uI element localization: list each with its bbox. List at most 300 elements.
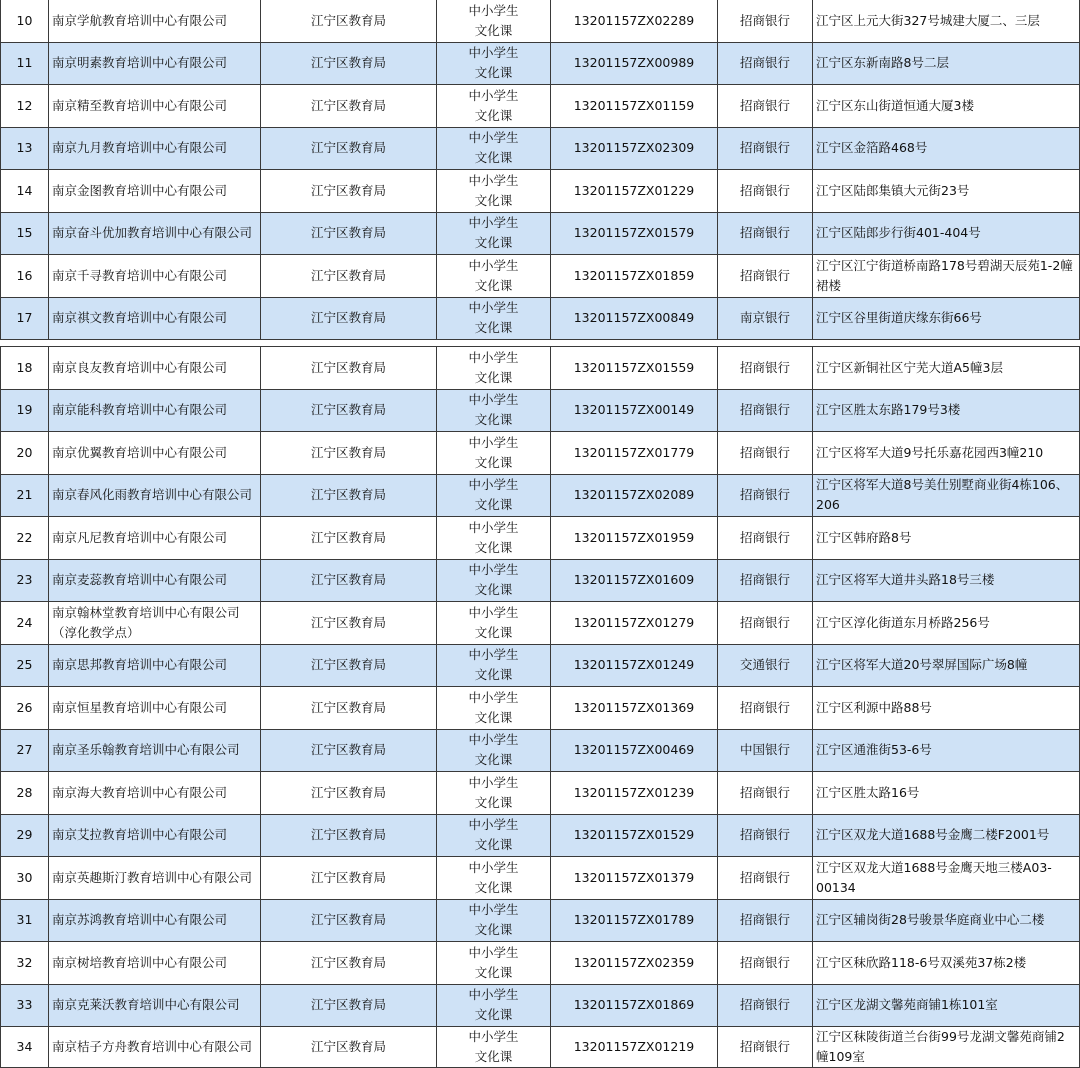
course-type-lines bbox=[468, 603, 518, 643]
row-number bbox=[0, 85, 49, 128]
deposit-bank bbox=[718, 43, 813, 86]
course-type-lines bbox=[468, 645, 518, 685]
table-row bbox=[0, 1027, 1080, 1068]
address-text: 江宁区将军大道井头路18号三楼 bbox=[816, 572, 995, 588]
course-type-lines bbox=[468, 213, 518, 253]
deposit-bank-text: 招商银行 bbox=[739, 912, 790, 928]
address bbox=[813, 128, 1080, 171]
address bbox=[813, 602, 1080, 645]
deposit-bank-text: 招商银行 bbox=[739, 954, 790, 970]
table-row bbox=[0, 390, 1080, 433]
address-text: 江宁区秣陵街道兰台街99号龙湖文馨苑商铺2幢109室 bbox=[816, 1029, 1065, 1064]
row-number-text: 11 bbox=[16, 55, 33, 71]
course-type bbox=[437, 942, 551, 985]
approval-authority bbox=[261, 255, 437, 298]
course-type-line: 中小学生 bbox=[468, 774, 519, 790]
license-code bbox=[551, 475, 718, 518]
institution-name bbox=[49, 255, 261, 298]
row-number-text: 18 bbox=[16, 359, 33, 375]
institution-name bbox=[49, 475, 261, 518]
address bbox=[813, 213, 1080, 256]
approval-authority-text: 江宁区教育局 bbox=[310, 402, 386, 418]
license-code bbox=[551, 85, 718, 128]
table-row bbox=[0, 815, 1080, 858]
approval-authority bbox=[261, 560, 437, 603]
deposit-bank-text: 招商银行 bbox=[739, 267, 790, 283]
course-type-line: 文化课 bbox=[474, 107, 513, 123]
course-type-line: 中小学生 bbox=[468, 689, 519, 705]
deposit-bank-text: 交通银行 bbox=[739, 657, 790, 673]
institution-name bbox=[49, 942, 261, 985]
institution-name bbox=[49, 347, 261, 390]
row-number bbox=[0, 298, 49, 341]
deposit-bank-text: 招商银行 bbox=[739, 97, 790, 113]
row-number bbox=[0, 985, 49, 1028]
institution-name bbox=[49, 0, 261, 43]
deposit-bank bbox=[718, 170, 813, 213]
institution-name bbox=[49, 432, 261, 475]
deposit-bank-text: 招商银行 bbox=[739, 402, 790, 418]
course-type-line: 文化课 bbox=[474, 22, 513, 38]
approval-authority bbox=[261, 815, 437, 858]
license-code-text: 13201157ZX00469 bbox=[573, 742, 695, 758]
license-code-text: 13201157ZX02289 bbox=[573, 12, 695, 28]
approval-authority bbox=[261, 213, 437, 256]
row-number bbox=[0, 347, 49, 390]
course-type-line: 中小学生 bbox=[468, 604, 519, 620]
row-number-text: 19 bbox=[16, 402, 33, 418]
address bbox=[813, 43, 1080, 86]
row-number-text: 15 bbox=[16, 225, 33, 241]
row-number-text: 14 bbox=[16, 182, 33, 198]
course-type bbox=[437, 900, 551, 943]
deposit-bank-text: 招商银行 bbox=[739, 1039, 790, 1054]
approval-authority-text: 江宁区教育局 bbox=[310, 827, 386, 843]
license-code-text: 13201157ZX01789 bbox=[573, 912, 695, 928]
course-type-lines bbox=[468, 1027, 518, 1067]
approval-authority-text: 江宁区教育局 bbox=[310, 140, 386, 156]
address bbox=[813, 560, 1080, 603]
institution-name bbox=[49, 815, 261, 858]
deposit-bank-text: 招商银行 bbox=[739, 572, 790, 588]
address-text: 江宁区通淮街53-6号 bbox=[816, 742, 932, 758]
license-code-text: 13201157ZX01859 bbox=[573, 267, 695, 283]
course-type-lines bbox=[468, 688, 518, 728]
approval-authority-text: 江宁区教育局 bbox=[310, 912, 386, 928]
course-type-line: 中小学生 bbox=[468, 257, 519, 273]
license-code bbox=[551, 298, 718, 341]
course-type bbox=[437, 0, 551, 43]
row-number-text: 31 bbox=[16, 912, 33, 928]
deposit-bank-text: 招商银行 bbox=[739, 869, 790, 885]
table-row bbox=[0, 347, 1080, 390]
course-type-line: 中小学生 bbox=[468, 944, 519, 960]
table-row bbox=[0, 85, 1080, 128]
approval-authority-text: 江宁区教育局 bbox=[310, 55, 386, 71]
row-number bbox=[0, 170, 49, 213]
address bbox=[813, 298, 1080, 341]
address-text: 江宁区江宁街道桥南路178号碧湖天辰苑1-2幢裙楼 bbox=[816, 257, 1073, 293]
address bbox=[813, 772, 1080, 815]
approval-authority-text: 江宁区教育局 bbox=[310, 97, 386, 113]
license-code bbox=[551, 645, 718, 688]
course-type bbox=[437, 128, 551, 171]
course-type-line: 文化课 bbox=[474, 277, 513, 293]
approval-authority-text: 江宁区教育局 bbox=[310, 572, 386, 588]
approval-authority bbox=[261, 128, 437, 171]
institution-name-text: 南京奋斗优加教育培训中心有限公司 bbox=[52, 225, 253, 241]
course-type-lines bbox=[468, 128, 518, 168]
course-type-lines bbox=[468, 858, 518, 898]
row-number-text: 20 bbox=[16, 444, 33, 460]
address-text: 江宁区陆郎步行街401-404号 bbox=[816, 225, 981, 241]
approval-authority bbox=[261, 85, 437, 128]
table-row bbox=[0, 0, 1080, 43]
license-code-text: 13201157ZX01869 bbox=[573, 997, 695, 1013]
approval-authority bbox=[261, 942, 437, 985]
course-type-lines bbox=[468, 348, 518, 388]
row-number-text: 16 bbox=[16, 267, 33, 283]
approval-authority-text: 江宁区教育局 bbox=[310, 182, 386, 198]
address bbox=[813, 432, 1080, 475]
address bbox=[813, 1027, 1080, 1068]
deposit-bank-text: 招商银行 bbox=[739, 784, 790, 800]
course-type-line: 中小学生 bbox=[468, 87, 519, 103]
license-code-text: 13201157ZX01219 bbox=[573, 1039, 695, 1054]
license-code-text: 13201157ZX02089 bbox=[573, 487, 695, 503]
row-number bbox=[0, 475, 49, 518]
course-type-lines bbox=[468, 560, 518, 600]
license-code-text: 13201157ZX01159 bbox=[573, 97, 695, 113]
deposit-bank bbox=[718, 602, 813, 645]
approval-authority bbox=[261, 645, 437, 688]
address-text: 江宁区淳化街道东月桥路256号 bbox=[816, 614, 990, 630]
approval-authority-text: 江宁区教育局 bbox=[310, 784, 386, 800]
address bbox=[813, 170, 1080, 213]
course-type-line: 中小学生 bbox=[468, 2, 519, 18]
license-code-text: 13201157ZX01379 bbox=[573, 869, 695, 885]
row-number-text: 12 bbox=[16, 97, 33, 113]
address-text: 江宁区双龙大道1688号金鹰二楼F2001号 bbox=[816, 827, 1050, 843]
row-number bbox=[0, 517, 49, 560]
table-row bbox=[0, 298, 1080, 341]
row-number-text: 22 bbox=[16, 529, 33, 545]
address-text: 江宁区双龙大道1688号金鹰天地三楼A03-00134 bbox=[816, 859, 1052, 895]
approval-authority bbox=[261, 900, 437, 943]
course-type-line: 文化课 bbox=[474, 192, 513, 208]
institution-name bbox=[49, 1027, 261, 1068]
address bbox=[813, 645, 1080, 688]
approval-authority-text: 江宁区教育局 bbox=[310, 1039, 386, 1054]
course-type-line: 中小学生 bbox=[468, 45, 519, 61]
deposit-bank bbox=[718, 942, 813, 985]
institution-name-text: 南京翰林堂教育培训中心有限公司（淳化教学点） bbox=[52, 604, 240, 640]
address-text: 江宁区辅岗街28号骏景华庭商业中心二楼 bbox=[816, 912, 1045, 928]
deposit-bank bbox=[718, 857, 813, 900]
row-number-text: 26 bbox=[16, 699, 33, 715]
course-type-lines bbox=[468, 433, 518, 473]
address bbox=[813, 347, 1080, 390]
course-type-line: 中小学生 bbox=[468, 434, 519, 450]
row-number bbox=[0, 602, 49, 645]
license-code-text: 13201157ZX01249 bbox=[573, 657, 695, 673]
course-type bbox=[437, 432, 551, 475]
course-type-line: 中小学生 bbox=[468, 215, 519, 231]
course-type-line: 文化课 bbox=[474, 412, 513, 428]
table-row bbox=[0, 517, 1080, 560]
deposit-bank-text: 招商银行 bbox=[739, 529, 790, 545]
address-text: 江宁区秣欣路118-6号双溪苑37栋2楼 bbox=[816, 954, 1027, 970]
course-type-line: 文化课 bbox=[474, 1049, 513, 1064]
deposit-bank bbox=[718, 517, 813, 560]
course-type-line: 中小学生 bbox=[468, 519, 519, 535]
table-row bbox=[0, 857, 1080, 900]
course-type-line: 中小学生 bbox=[468, 172, 519, 188]
deposit-bank bbox=[718, 390, 813, 433]
course-type-line: 中小学生 bbox=[468, 349, 519, 365]
course-type-lines bbox=[468, 43, 518, 83]
institution-name bbox=[49, 128, 261, 171]
row-number bbox=[0, 942, 49, 985]
license-code-text: 13201157ZX01559 bbox=[573, 359, 695, 375]
course-type bbox=[437, 475, 551, 518]
row-number-text: 24 bbox=[16, 614, 33, 630]
address bbox=[813, 687, 1080, 730]
row-number-text: 34 bbox=[16, 1039, 33, 1054]
address bbox=[813, 985, 1080, 1028]
course-type-lines bbox=[468, 943, 518, 983]
address bbox=[813, 85, 1080, 128]
address-text: 江宁区胜太东路179号3楼 bbox=[816, 402, 961, 418]
institution-name bbox=[49, 730, 261, 773]
institution-name bbox=[49, 170, 261, 213]
institution-name bbox=[49, 390, 261, 433]
row-number-text: 28 bbox=[16, 784, 33, 800]
institution-name-text: 南京祺文教育培训中心有限公司 bbox=[52, 310, 228, 326]
row-number-text: 23 bbox=[16, 572, 33, 588]
deposit-bank-text: 招商银行 bbox=[739, 827, 790, 843]
table-row bbox=[0, 900, 1080, 943]
license-code bbox=[551, 1027, 718, 1068]
course-type-lines bbox=[468, 900, 518, 940]
course-type-line: 文化课 bbox=[474, 65, 513, 81]
license-code-text: 13201157ZX01609 bbox=[573, 572, 695, 588]
institution-name-text: 南京桔子方舟教育培训中心有限公司 bbox=[52, 1039, 253, 1054]
institution-name bbox=[49, 517, 261, 560]
deposit-bank bbox=[718, 255, 813, 298]
course-type-line: 中小学生 bbox=[468, 647, 519, 663]
approval-authority bbox=[261, 347, 437, 390]
institution-name bbox=[49, 85, 261, 128]
approval-authority-text: 江宁区教育局 bbox=[310, 529, 386, 545]
deposit-bank bbox=[718, 815, 813, 858]
institution-name-text: 南京英趣斯汀教育培训中心有限公司 bbox=[52, 869, 253, 885]
row-number bbox=[0, 0, 49, 43]
approval-authority-text: 江宁区教育局 bbox=[310, 310, 386, 326]
deposit-bank-text: 招商银行 bbox=[739, 359, 790, 375]
license-code bbox=[551, 942, 718, 985]
deposit-bank-text: 招商银行 bbox=[739, 487, 790, 503]
approval-authority-text: 江宁区教育局 bbox=[310, 869, 386, 885]
address-text: 江宁区陆郎集镇大元街23号 bbox=[816, 182, 970, 198]
license-code bbox=[551, 213, 718, 256]
course-type-line: 文化课 bbox=[474, 454, 513, 470]
license-code bbox=[551, 43, 718, 86]
address-text: 江宁区上元大街327号城建大厦二、三层 bbox=[816, 12, 1040, 28]
approval-authority-text: 江宁区教育局 bbox=[310, 742, 386, 758]
table-row bbox=[0, 213, 1080, 256]
address bbox=[813, 730, 1080, 773]
license-code bbox=[551, 517, 718, 560]
table-row bbox=[0, 772, 1080, 815]
institution-name-text: 南京精至教育培训中心有限公司 bbox=[52, 97, 228, 113]
address-text: 江宁区将军大道9号托乐嘉花园西3幢210 bbox=[816, 444, 1044, 460]
address-text: 江宁区利源中路88号 bbox=[816, 699, 932, 715]
deposit-bank bbox=[718, 900, 813, 943]
table-row bbox=[0, 128, 1080, 171]
license-code bbox=[551, 347, 718, 390]
license-code-text: 13201157ZX02359 bbox=[573, 954, 695, 970]
deposit-bank bbox=[718, 85, 813, 128]
row-number bbox=[0, 128, 49, 171]
deposit-bank-text: 招商银行 bbox=[739, 182, 790, 198]
license-code-text: 13201157ZX01779 bbox=[573, 444, 695, 460]
course-type-lines bbox=[468, 171, 518, 211]
address bbox=[813, 942, 1080, 985]
license-code bbox=[551, 687, 718, 730]
course-type-line: 文化课 bbox=[474, 879, 513, 895]
address-text: 江宁区谷里街道庆缘东街66号 bbox=[816, 310, 982, 326]
course-type-lines bbox=[468, 1, 518, 41]
deposit-bank-text: 招商银行 bbox=[739, 699, 790, 715]
license-code bbox=[551, 900, 718, 943]
institution-name bbox=[49, 900, 261, 943]
course-type-line: 中小学生 bbox=[468, 859, 519, 875]
course-type-line: 文化课 bbox=[474, 709, 513, 725]
institution-name-text: 南京明素教育培训中心有限公司 bbox=[52, 55, 228, 71]
row-number-text: 13 bbox=[16, 140, 33, 156]
address-text: 江宁区东新南路8号二层 bbox=[816, 55, 949, 71]
course-type-line: 文化课 bbox=[474, 539, 513, 555]
deposit-bank bbox=[718, 128, 813, 171]
course-type bbox=[437, 985, 551, 1028]
address bbox=[813, 390, 1080, 433]
deposit-bank bbox=[718, 985, 813, 1028]
license-code-text: 13201157ZX01529 bbox=[573, 827, 695, 843]
row-number-text: 17 bbox=[16, 310, 33, 326]
institution-name-text: 南京良友教育培训中心有限公司 bbox=[52, 359, 228, 375]
deposit-bank-text: 招商银行 bbox=[739, 12, 790, 28]
approval-authority bbox=[261, 602, 437, 645]
course-type-lines bbox=[468, 815, 518, 855]
approval-authority bbox=[261, 475, 437, 518]
license-code bbox=[551, 128, 718, 171]
institution-name-text: 南京麦蕊教育培训中心有限公司 bbox=[52, 572, 228, 588]
course-type-line: 中小学生 bbox=[468, 902, 519, 918]
course-type-line: 中小学生 bbox=[468, 987, 519, 1003]
row-number-text: 33 bbox=[16, 997, 33, 1013]
course-type-line: 文化课 bbox=[474, 497, 513, 513]
row-number-text: 32 bbox=[16, 954, 33, 970]
approval-authority-text: 江宁区教育局 bbox=[310, 267, 386, 283]
approval-authority-text: 江宁区教育局 bbox=[310, 954, 386, 970]
table-row bbox=[0, 985, 1080, 1028]
row-number bbox=[0, 730, 49, 773]
deposit-bank-text: 招商银行 bbox=[739, 444, 790, 460]
deposit-bank-text: 招商银行 bbox=[739, 997, 790, 1013]
license-code-text: 13201157ZX01229 bbox=[573, 182, 695, 198]
deposit-bank bbox=[718, 730, 813, 773]
approval-authority-text: 江宁区教育局 bbox=[310, 997, 386, 1013]
table-row bbox=[0, 687, 1080, 730]
address-text: 江宁区东山街道恒通大厦3楼 bbox=[816, 97, 974, 113]
institution-name bbox=[49, 560, 261, 603]
table-row bbox=[0, 432, 1080, 475]
row-number bbox=[0, 255, 49, 298]
course-type-lines bbox=[468, 730, 518, 770]
course-type-lines bbox=[468, 390, 518, 430]
approval-authority bbox=[261, 772, 437, 815]
deposit-bank-text: 中国银行 bbox=[739, 742, 790, 758]
institution-name-text: 南京能科教育培训中心有限公司 bbox=[52, 402, 228, 418]
approval-authority-text: 江宁区教育局 bbox=[310, 699, 386, 715]
table-row bbox=[0, 255, 1080, 298]
course-type-line: 中小学生 bbox=[468, 477, 519, 493]
course-type bbox=[437, 85, 551, 128]
approval-authority bbox=[261, 43, 437, 86]
row-number bbox=[0, 560, 49, 603]
institution-name bbox=[49, 772, 261, 815]
address-text: 江宁区将军大道20号翠屏国际广场8幢 bbox=[816, 657, 1028, 673]
license-code bbox=[551, 432, 718, 475]
table-row bbox=[0, 560, 1080, 603]
course-type-lines bbox=[468, 518, 518, 558]
deposit-bank bbox=[718, 298, 813, 341]
address bbox=[813, 475, 1080, 518]
address bbox=[813, 517, 1080, 560]
deposit-bank-text: 招商银行 bbox=[739, 55, 790, 71]
deposit-bank bbox=[718, 0, 813, 43]
approval-authority-text: 江宁区教育局 bbox=[310, 12, 386, 28]
institution-name-text: 南京学航教育培训中心有限公司 bbox=[52, 12, 228, 28]
course-type bbox=[437, 687, 551, 730]
table-row bbox=[0, 645, 1080, 688]
table-row bbox=[0, 43, 1080, 86]
deposit-bank bbox=[718, 347, 813, 390]
institution-name-text: 南京思邦教育培训中心有限公司 bbox=[52, 657, 228, 673]
license-code bbox=[551, 602, 718, 645]
course-type bbox=[437, 730, 551, 773]
institution-name-text: 南京树培教育培训中心有限公司 bbox=[52, 954, 228, 970]
license-code bbox=[551, 857, 718, 900]
course-type-line: 中小学生 bbox=[468, 562, 519, 578]
license-code bbox=[551, 390, 718, 433]
course-type bbox=[437, 298, 551, 341]
course-type bbox=[437, 43, 551, 86]
deposit-bank bbox=[718, 687, 813, 730]
address bbox=[813, 815, 1080, 858]
course-type-line: 文化课 bbox=[474, 235, 513, 251]
deposit-bank-text: 南京银行 bbox=[739, 310, 790, 326]
approval-authority bbox=[261, 857, 437, 900]
course-type-line: 文化课 bbox=[474, 320, 513, 336]
course-type-line: 中小学生 bbox=[468, 732, 519, 748]
license-code bbox=[551, 0, 718, 43]
row-number bbox=[0, 687, 49, 730]
course-type bbox=[437, 857, 551, 900]
row-number bbox=[0, 432, 49, 475]
institution-name bbox=[49, 985, 261, 1028]
